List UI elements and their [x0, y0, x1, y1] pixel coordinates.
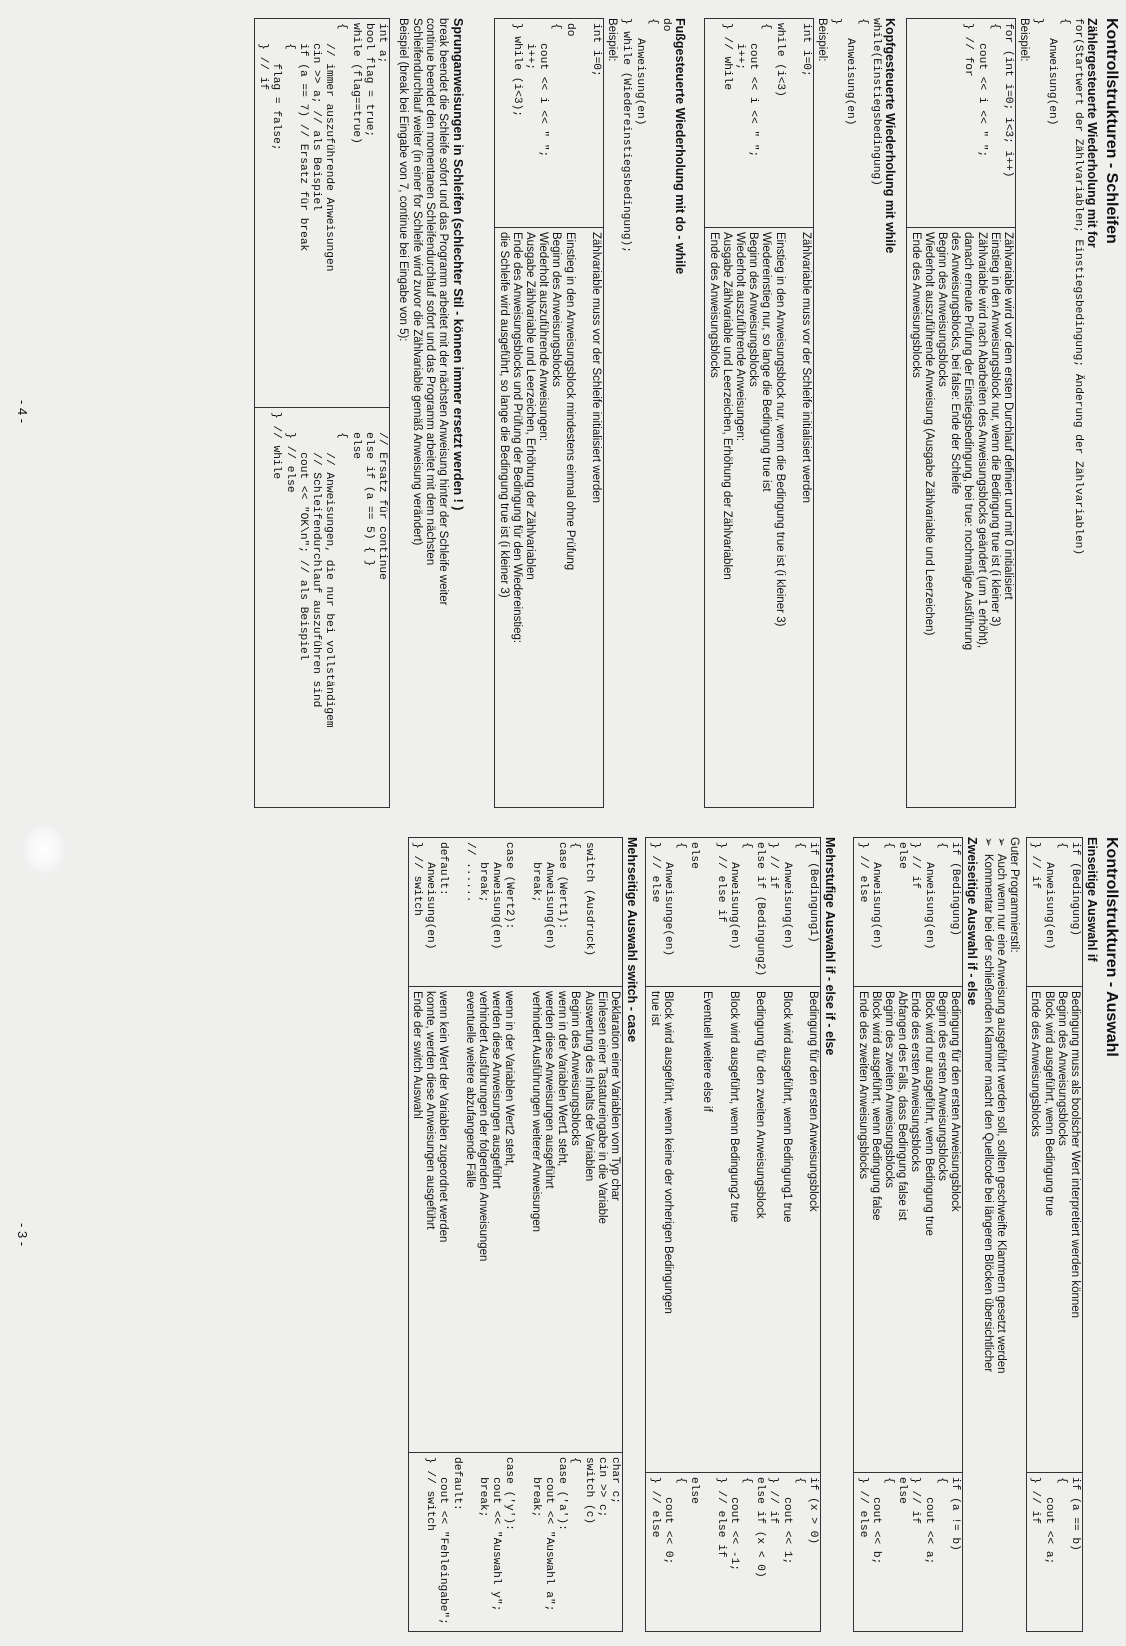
sprung-heading: Sprunganweisungen in Schleifen (schlechter Stil - können immer ersetzt werden ! ): [451, 18, 465, 511]
ifelse-code: if (Bedingung) { Anweisung(en) } // if else { Anweisung(en) } // else: [856, 842, 961, 950]
if-example: if (a == b) { cout << a; } // if: [1029, 1477, 1081, 1565]
dowhile-heading: Fußgesteuerte Wiederholung mit do - while: [673, 18, 687, 275]
ifelse-example: if (a != b) { cout << a; } // if else { cout << b; } // else: [856, 1477, 961, 1565]
for-heading: Zählergesteuerte Wiederholung mit for: [1085, 18, 1099, 248]
paper-fold-blob: [22, 823, 66, 875]
page-auswahl: [0, 823, 1126, 1646]
sprung-example-table: [254, 18, 390, 808]
page-number: - 4 -: [15, 400, 30, 424]
ifelse-table: [853, 837, 963, 1632]
stil-label: Guter Programmierstil:: [1008, 837, 1020, 953]
bullet-icon: ➢: [982, 837, 994, 847]
page-title: Kontrollstrukturen - Schleifen: [1103, 18, 1120, 244]
mehrstufig-heading: Mehrstufige Auswahl if - else if - else: [823, 837, 837, 1056]
ifelse-heading: Zweiseitige Auswahl if - else: [965, 837, 979, 1006]
mehrstufig-table: [645, 837, 821, 1632]
mehrstufig-example: if (x > 0) { cout << 1; } // if else if (x < 0) { cout << -1; } // else if else { cout << 0; } // else: [648, 1477, 819, 1578]
while-description: Zählvariable muss vor der Schleife initialisiert werden Einstieg in den Anweisungsblock nur, wenn die Bedingung true ist (i kleiner 3) Wiedereinstieg nur, so lange die Bedingung true ist Beginn des Anweisungsblocks Wiederholt auszuführende Anweisungen: Ausgabe Zählvariable und Leerzeichen, Erhöhung der Zählvariablen Ende des Anweisungsblocks: [707, 232, 812, 627]
for-code: for (int i=0; i<3; i++) { cout << i << " "; } // for: [962, 23, 1014, 178]
while-example-table: [704, 18, 814, 808]
switch-table: [408, 837, 623, 1632]
switch-description: Deklaration einer Variablen vom Typ char Einlesen einer Tastatureingabe in die Variable Auswertung des Inhalts der Variablen Beginn des Anweisungsblocks wenn in der Variablen Wert1 steht, werden diese Anweisungen ausgeführt verhindert Ausführungen weiterer Anweisungen wenn in der Variablen Wert2 steht, werden diese Anweisungen ausgeführt verhindert Ausführungen der folgenden Anweisungen eventuelle weitere abzufangende Fälle wenn kein Wert der Variablen zugeordnet werden konnte, werden diese Anweisungen ausgeführt Ende der switch Auswahl: [410, 991, 621, 1262]
if-heading: Einseitige Auswahl if: [1085, 837, 1099, 962]
ifelse-description: Bedingung für den ersten Anweisungsblock Beginn des ersten Anweisungsblocks Block wird nur ausgeführt, wenn Bedingung true Ende des ersten Anweisungsblocks Abfangen des Falls, dass Bedingung false ist Beginn des zweiten Anweisungsblocks Block wird ausgeführt, wenn Bedingung false Ende des zweiten Anweisungsblocks: [856, 991, 961, 1236]
sprung-code-right: // Ersatz für continue else if (a == 5) { } else { // Anweisungen, die nur bei vollständigem // Schleifendurchlauf auszuführen sind cout << "OK\n"; // als Beispiel } // else } // while: [270, 412, 388, 728]
sprung-code-left: int a; bool flag = true; while (flag==true) { // immer auszuführende Anweisungen cin >> a; // als Beispiel if (a == 7) // Ersatz für break { flag = false; } // if: [257, 23, 388, 272]
for-description: Zählvariable wird vor dem ersten Durchlauf definiert und mit 0 initialisiert Einstieg in den Anweisungsblock nur, wenn die Bedingung true ist (i kleiner 3) Zählvariable wird nach Abarbeiten des Anweisungsblocks geändert (um 1 erhöht), danach erneute Prüfung der Einstiegsbedingung, bei true: nochmalige Ausführung des Anweisungsblocks, bei false: Ende der Schleife Beginn des Anweisungsblocks Wiederholt auszuführende Anweisung (Ausgabe Zählvariable und Leerzeichen) Ende des Anweisungsblocks: [909, 232, 1014, 651]
if-description: Bedingung muss als boolscher Wert interpretiert werden können Beginn des Anweisungsblocks Block wird ausgeführt, wenn Bedingung true Ende des Anweisungsblocks: [1029, 991, 1081, 1319]
dowhile-code: int i=0; do { cout << i << " "; i++; } while (i<3);: [510, 23, 602, 158]
while-beispiel-label: Beispiel:: [816, 18, 828, 62]
while-syntax: while(Einstiegsbedingung) { Anweisung(en) }: [830, 18, 882, 186]
if-code: if (Bedingung) { Anweisung(en) } // if: [1029, 842, 1081, 950]
if-table: [1026, 837, 1083, 1632]
stil-item: ➢ Auch wenn nur eine Anweisung ausgeführt werden soll, sollten geschweifte Klammern gesetzt werden: [995, 837, 1007, 1374]
switch-example: char c; cin >> c; switch (c) { case ('a'): cout << "Auswahl a"; break; case ('y'): cout << "Auswahl y"; break; default: cout << "Fehleingabe"; } // switch: [424, 1457, 621, 1625]
bullet-icon: ➢: [995, 837, 1007, 847]
mehrstufig-code: if (Bedingung1) { Anweisung(en) } // if else if (Bedingung2) { Anweisung(en) } // else if else { Anweisunge(en) } // else: [648, 842, 819, 977]
dowhile-description: Zählvariable muss vor der Schleife initialisiert werden Einstieg in den Anweisungsblock mindestens einmal ohne Prüfung Beginn des Anweisungsblocks Wiederholt auszuführende Anweisungen: Ausgabe Zählvariable und Leerzeichen, Erhöhung der Zählvariablen Ende des Anweisungsblocks und Prüfung der Bedingung für den Wiedereinstieg: die Schleife wird ausgeführt, so lange die Bedingung true ist (i kleiner 3): [497, 232, 602, 644]
for-syntax: for(Startwert der Zählvariablen; Einstiegsbedingung; Änderung der Zählvariablen) { Anweisung(en) }: [1032, 18, 1084, 556]
stil-item: ➢ Kommentar bei der schließenden Klammer macht den Quellcode bei längeren Blöcken übersichtlicher: [982, 837, 994, 1373]
page-number: - 3 -: [15, 1223, 30, 1247]
for-beispiel-label: Beispiel:: [1018, 18, 1030, 62]
switch-code: switch (Ausdruck) { case (Wert1): Anweisung(en) break; case (Wert2): Anweisung(en) break; // ...... default: Anweisung(en) } // switch: [410, 842, 595, 957]
page-title: Kontrollstrukturen - Auswahl: [1103, 837, 1120, 1057]
switch-heading: Mehrseitige Auswahl switch - case: [625, 837, 639, 1043]
dowhile-example-table: [494, 18, 604, 808]
while-code: int i=0; while (i<3) { cout << i << " "; i++; } // while: [720, 23, 812, 158]
dowhile-syntax: do { Anweisung(en) } while (Wiedereinstiegsbedingung);: [620, 18, 672, 253]
mehrstufig-description: Bedingung für den ersten Anweisungsblock Block wird ausgeführt, wenn Bedingung1 true Bedingung für den zweiten Anweisungsblock Block wird ausgeführt, wenn Bedingung2 true Eventuell weitere else if Block wird ausgeführt, wenn keine der vorherigen Bedingungen true ist: [648, 991, 819, 1314]
sprung-text: break beendet die Schleife sofort und das Programm arbeitet mit der nächsten Anweisung hinter der Schleife weiter continue beendet den momentanen Schleifendurchlauf sofort und das Programm arbeitet mit dem nächsten Schleifendurchlauf weiter (in einer for Schleife wird zuvor die Zählvariable gemäß Anweisung verändert) Beispiel (break bei Eingabe von 7, continue bei Eingabe von 5):: [397, 18, 449, 606]
for-example-table: [906, 18, 1016, 808]
while-heading: Kopfgesteuerte Wiederholung mit while: [883, 18, 897, 254]
dowhile-beispiel-label: Beispiel:: [606, 18, 618, 62]
